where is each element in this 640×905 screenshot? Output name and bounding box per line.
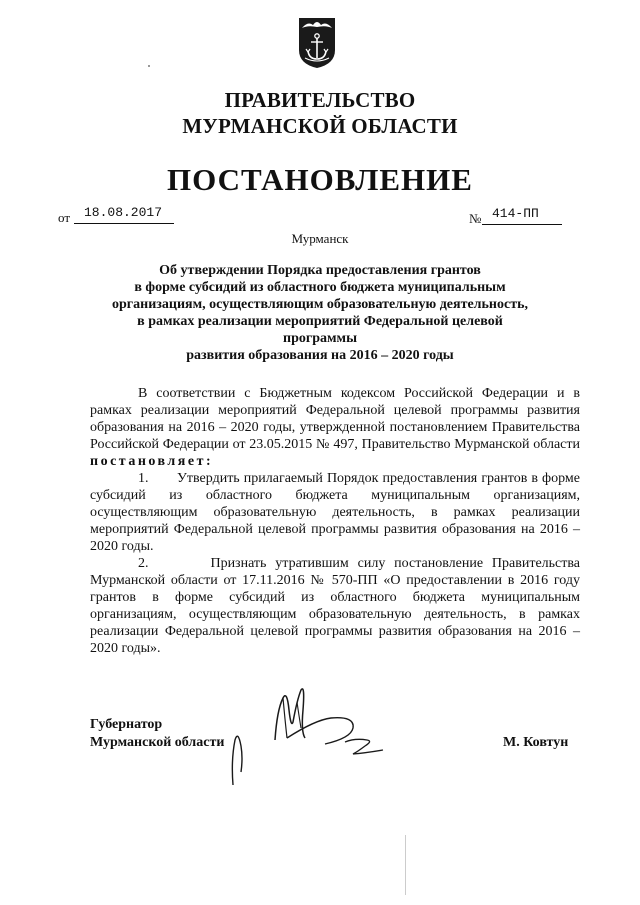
government-name-line2: МУРМАНСКОЙ ОБЛАСТИ	[182, 114, 458, 138]
intro-text: В соответствии с Бюджетным кодексом Российской Федерации и в рамках реализации мероприятий Федеральной целевой программы развития образования на 2016 – 2020 годы, утвержденной постановлением Правительства Российской Федерации от 23.05.2015 № 497, Правительство Мурманской области	[90, 386, 580, 452]
scan-edge-mark	[405, 835, 406, 895]
title-line: развития образования на 2016 – 2020 годы	[186, 348, 454, 363]
handwritten-signature	[205, 680, 405, 790]
title-line: Об утверждении Порядка предоставления грантов	[159, 263, 481, 278]
title-line: в рамках реализации мероприятий Федеральной целевой программы	[137, 314, 503, 346]
title-line: в форме субсидий из областного бюджета муниципальным	[134, 280, 506, 295]
city: Мурманск	[291, 231, 349, 246]
document-title	[100, 262, 540, 364]
signatory-position-line2: Мурманской области	[90, 735, 225, 750]
document-number: 414-ПП	[492, 206, 539, 221]
signatory-position-line1: Губернатор	[90, 717, 163, 732]
title-line: организациям, осуществляющим образовательную деятельность,	[112, 297, 528, 312]
number-prefix: №	[469, 211, 482, 226]
scan-speck	[148, 65, 150, 67]
document-body	[90, 385, 580, 657]
intro-paragraph	[90, 385, 580, 470]
government-name-line1: ПРАВИТЕЛЬСТВО	[224, 88, 416, 112]
murmansk-coat-of-arms-icon	[296, 12, 338, 70]
document-date: 18.08.2017	[84, 205, 163, 220]
number-underline	[482, 224, 562, 225]
signatory-name: М. Ковтун	[503, 735, 569, 750]
date-underline	[74, 223, 174, 224]
item-1-paragraph: 1. Утвердить прилагаемый Порядок предоставления грантов в форме субсидий из областного бюджета муниципальным организациям, осуществляющим образовательную деятельность, в рамках реализации мероприятий Федеральной целевой программы развития образования на 2016 – 2020 годы.	[90, 471, 580, 554]
item-2-paragraph: 2. Признать утратившим силу постановление Правительства Мурманской области от 17.11.2016 № 570-ПП «О предоставлении в 2016 году грантов в форме субсидий из областного бюджета муниципальным организациям, осуществляющим образовательную деятельность, в рамках реализации Федеральной целевой программы развития образования на 2016 – 2020 годы».	[90, 556, 580, 656]
document-type: ПОСТАНОВЛЕНИЕ	[167, 162, 473, 197]
resolves-word: постановляет:	[90, 454, 214, 469]
date-prefix: от	[58, 210, 71, 225]
